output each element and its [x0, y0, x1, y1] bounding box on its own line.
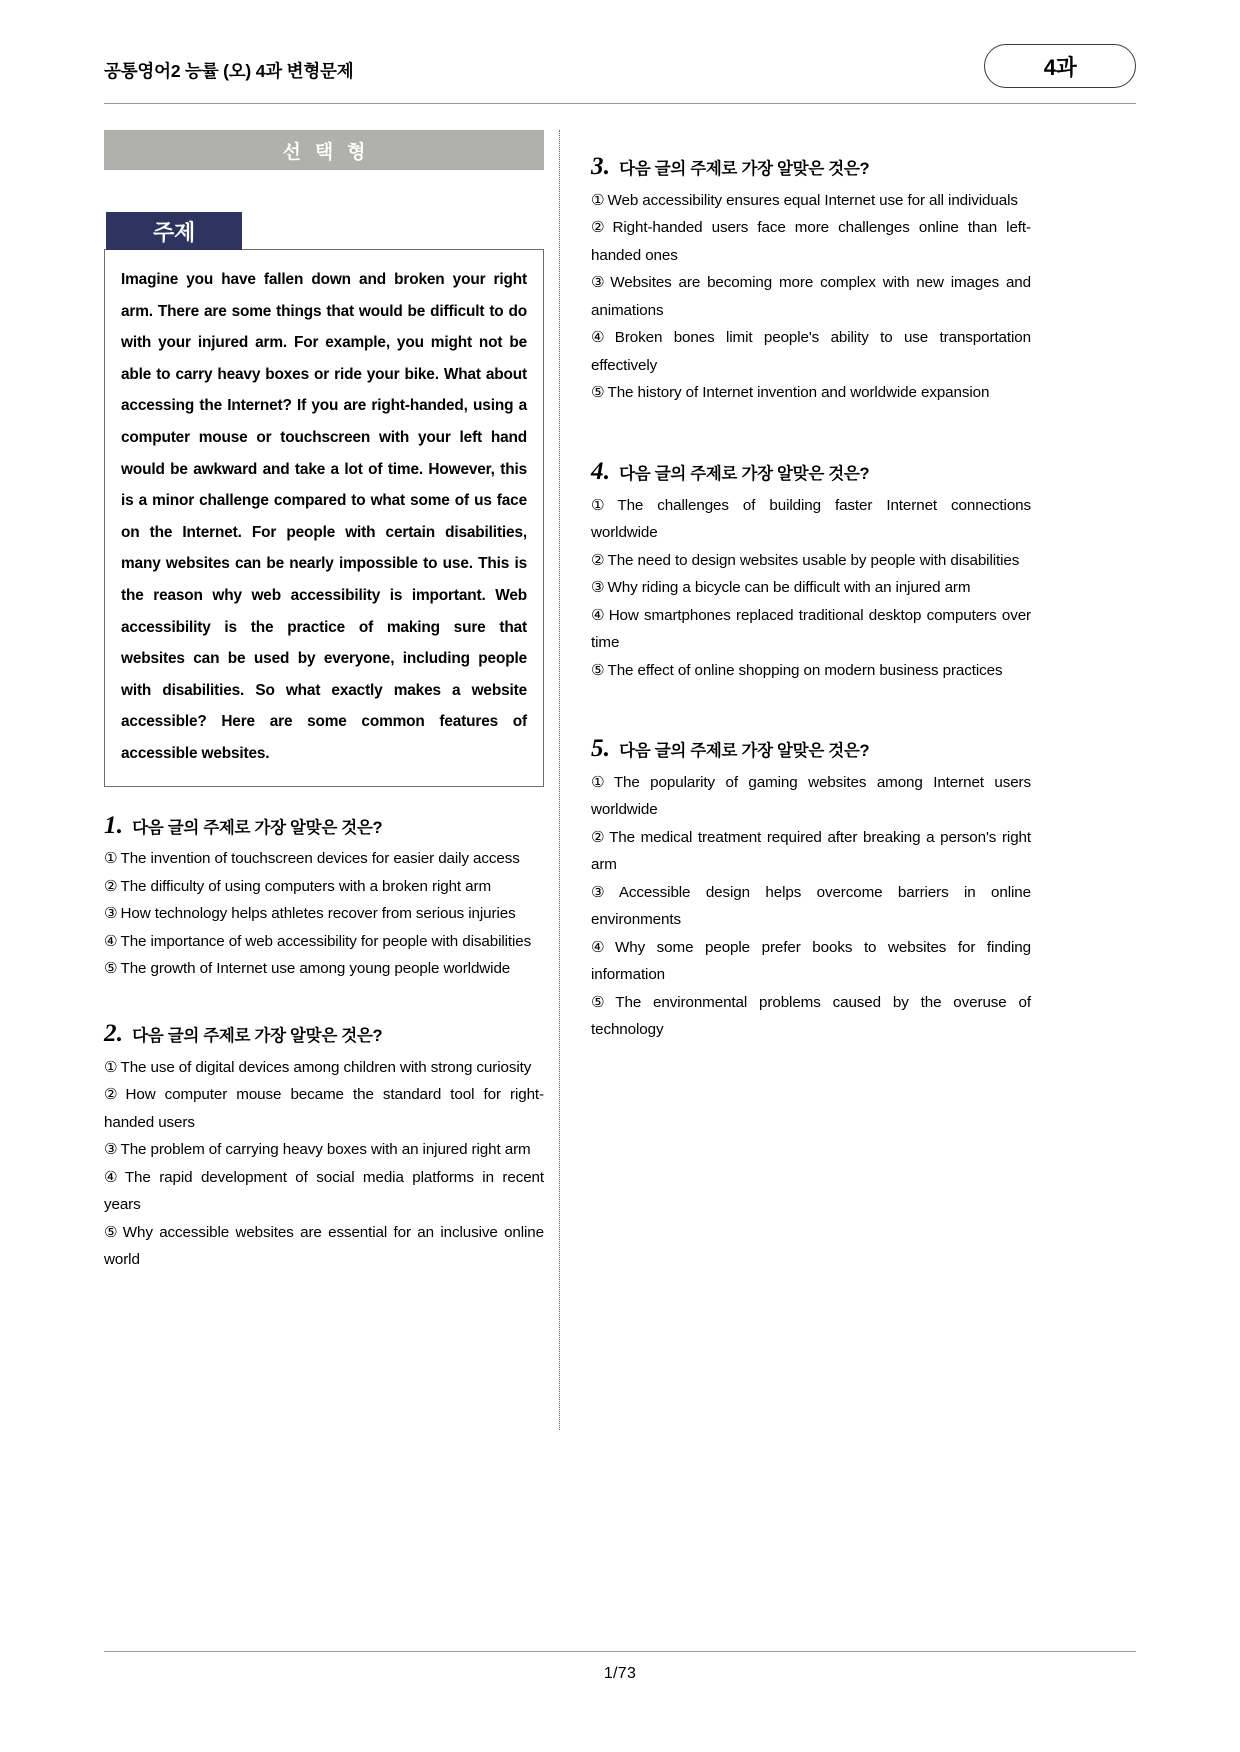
choice-item[interactable]: [104, 845, 544, 873]
choice-item[interactable]: [591, 602, 1031, 657]
choice-marker: ④: [104, 932, 118, 950]
question-5-number: 5.: [591, 735, 611, 763]
choice-text: The problem of carrying heavy boxes with an injured right arm: [120, 1141, 531, 1159]
question-5: [591, 736, 1031, 1044]
footer-divider: [104, 1651, 1136, 1652]
choice-text: Web accessibility ensures equal Internet use for all individuals: [607, 191, 1018, 209]
choice-text: The need to design websites usable by people with disabilities: [607, 551, 1020, 569]
choice-text: The medical treatment required after breaking a person's right arm: [591, 828, 1032, 874]
choice-item[interactable]: [591, 989, 1031, 1044]
question-2-header: [104, 1021, 544, 1047]
passage-tag: [106, 212, 242, 250]
choice-text: Right-handed users face more challenges online than left-handed ones: [591, 219, 1031, 264]
choice-marker: ②: [591, 551, 605, 569]
choice-text: The effect of online shopping on modern business practices: [607, 661, 1003, 679]
choice-item[interactable]: [591, 324, 1031, 379]
choice-marker: ①: [591, 191, 605, 209]
choice-item[interactable]: [591, 492, 1031, 547]
choice-item[interactable]: [104, 1164, 544, 1219]
choice-item[interactable]: [104, 1136, 544, 1164]
choice-text: The importance of web accessibility for people with disabilities: [120, 932, 532, 950]
choice-marker: ①: [104, 1058, 118, 1076]
passage-box: [104, 249, 544, 787]
header-title: 공통영어2 능률 (오) 4과 변형문제: [104, 61, 354, 81]
choice-text: The environmental problems caused by the overuse of technology: [591, 993, 1032, 1039]
choice-marker: ⑤: [104, 1223, 120, 1241]
choice-item[interactable]: [104, 900, 544, 928]
passage-tag-label: 주제: [153, 219, 195, 245]
choice-marker: ③: [591, 883, 616, 901]
choice-marker: ②: [591, 828, 607, 846]
choice-text: Accessible design helps overcome barriers in online environments: [591, 883, 1031, 929]
choice-item[interactable]: [591, 657, 1031, 685]
choice-text: How computer mouse became the standard tool for right-handed users: [104, 1086, 544, 1131]
choice-text: Broken bones limit people's ability to use transportation effectively: [591, 329, 1031, 374]
choice-marker: ④: [591, 606, 606, 624]
question-2-prompt: 다음 글의 주제로 가장 알맞은 것은?: [132, 1026, 383, 1045]
choice-marker: ④: [591, 938, 612, 956]
lesson-badge: 4과: [984, 44, 1136, 88]
choice-item[interactable]: [591, 547, 1031, 575]
choice-item[interactable]: [591, 187, 1031, 215]
choice-item[interactable]: [104, 1054, 544, 1082]
choice-marker: ⑤: [591, 661, 605, 679]
choice-marker: ②: [104, 877, 118, 895]
choice-item[interactable]: [591, 879, 1031, 934]
column-divider: [559, 130, 560, 1430]
choice-text: The history of Internet invention and worldwide expansion: [607, 384, 990, 402]
choice-text: Why riding a bicycle can be difficult with an injured arm: [607, 579, 971, 597]
question-3-number: 3.: [591, 153, 611, 180]
passage-block: [104, 212, 544, 787]
choice-marker: ①: [591, 496, 615, 514]
choice-marker: ⑤: [104, 960, 118, 978]
choice-marker: ⑤: [591, 993, 613, 1011]
page-number: 1/73: [603, 1665, 637, 1682]
page-header: [104, 46, 1136, 102]
choice-item[interactable]: [591, 824, 1031, 879]
choice-text: The popularity of gaming websites among Internet users worldwide: [591, 773, 1032, 819]
content-columns: [104, 130, 1136, 1440]
question-1: [104, 813, 544, 983]
choice-item[interactable]: [591, 214, 1031, 269]
question-4: [591, 459, 1031, 684]
question-1-choices: [104, 845, 544, 983]
question-4-choices: [591, 492, 1031, 685]
choice-marker: ②: [591, 219, 610, 237]
question-2-number: 2.: [104, 1019, 124, 1047]
choice-text: How technology helps athletes recover from serious injuries: [120, 905, 516, 923]
choice-text: The rapid development of social media platforms in recent years: [104, 1168, 545, 1214]
choice-marker: ③: [591, 579, 605, 597]
choice-item[interactable]: [591, 269, 1031, 324]
section-type-label: 선택형: [282, 141, 380, 163]
choice-marker: ④: [104, 1168, 122, 1186]
choice-item[interactable]: [591, 769, 1031, 824]
choice-marker: ⑤: [591, 384, 605, 402]
question-1-number: 1.: [104, 811, 124, 839]
header-divider: [104, 103, 1136, 104]
choice-item[interactable]: [104, 1081, 544, 1136]
right-column: [591, 130, 1031, 1044]
choice-text: How smartphones replaced traditional desktop computers over time: [591, 606, 1031, 652]
question-4-prompt: 다음 글의 주제로 가장 알맞은 것은?: [619, 464, 870, 483]
choice-marker: ①: [104, 850, 118, 868]
choice-marker: ③: [591, 274, 608, 292]
question-3-header: [591, 154, 1031, 180]
choice-text: The growth of Internet use among young people worldwide: [120, 960, 511, 978]
question-1-prompt: 다음 글의 주제로 가장 알맞은 것은?: [132, 818, 383, 837]
question-3-choices: [591, 187, 1031, 407]
choice-marker: ③: [104, 905, 118, 923]
choice-item[interactable]: [591, 574, 1031, 602]
question-2-choices: [104, 1054, 544, 1274]
choice-text: The difficulty of using computers with a broken right arm: [120, 877, 492, 895]
choice-text: The invention of touchscreen devices for easier daily access: [120, 850, 520, 868]
question-3: [591, 154, 1031, 407]
question-5-prompt: 다음 글의 주제로 가장 알맞은 것은?: [619, 742, 870, 761]
choice-text: The use of digital devices among children with strong curiosity: [120, 1058, 532, 1076]
question-5-header: [591, 736, 1031, 762]
choice-marker: ④: [591, 329, 612, 347]
choice-item[interactable]: [104, 873, 544, 901]
choice-marker: ③: [104, 1141, 118, 1159]
question-1-header: [104, 813, 544, 839]
question-3-prompt: 다음 글의 주제로 가장 알맞은 것은?: [619, 160, 870, 178]
question-4-header: [591, 459, 1031, 485]
choice-text: Why accessible websites are essential for an inclusive online world: [104, 1223, 545, 1269]
choice-item[interactable]: [104, 955, 544, 983]
choice-item[interactable]: [104, 1219, 544, 1274]
choice-item[interactable]: [591, 934, 1031, 989]
choice-marker: ①: [591, 773, 611, 791]
passage-text: Imagine you have fallen down and broken your right arm. There are some things that would be difficult to do with your injured arm. For example, you might not be able to carry heavy boxes or ride your bike. What about accessing the Internet? If you are right-handed, using a computer mouse or touchscreen with your left hand would be awkward and take a lot of time. However, this is a minor challenge compared to what some of us face on the Internet. For people with certain disabilities, many websites can be nearly impossible to use. This is the reason why web accessibility is important. Web accessibility is the practice of making sure that websites can be used by everyone, including people with disabilities. So what exactly makes a website accessible? Here are some common features of accessible websites.: [121, 271, 527, 762]
section-type-bar: [104, 130, 544, 170]
left-column: [104, 130, 544, 1274]
choice-item[interactable]: [104, 928, 544, 956]
choice-text: Why some people prefer books to websites for finding information: [591, 938, 1031, 984]
choice-text: Websites are becoming more complex with new images and animations: [591, 274, 1032, 319]
question-4-number: 4.: [591, 457, 611, 485]
question-2: [104, 1021, 544, 1274]
choice-marker: ②: [104, 1086, 123, 1104]
choice-item[interactable]: [591, 379, 1031, 407]
choice-text: The challenges of building faster Internet connections worldwide: [591, 496, 1032, 542]
question-5-choices: [591, 769, 1031, 1044]
